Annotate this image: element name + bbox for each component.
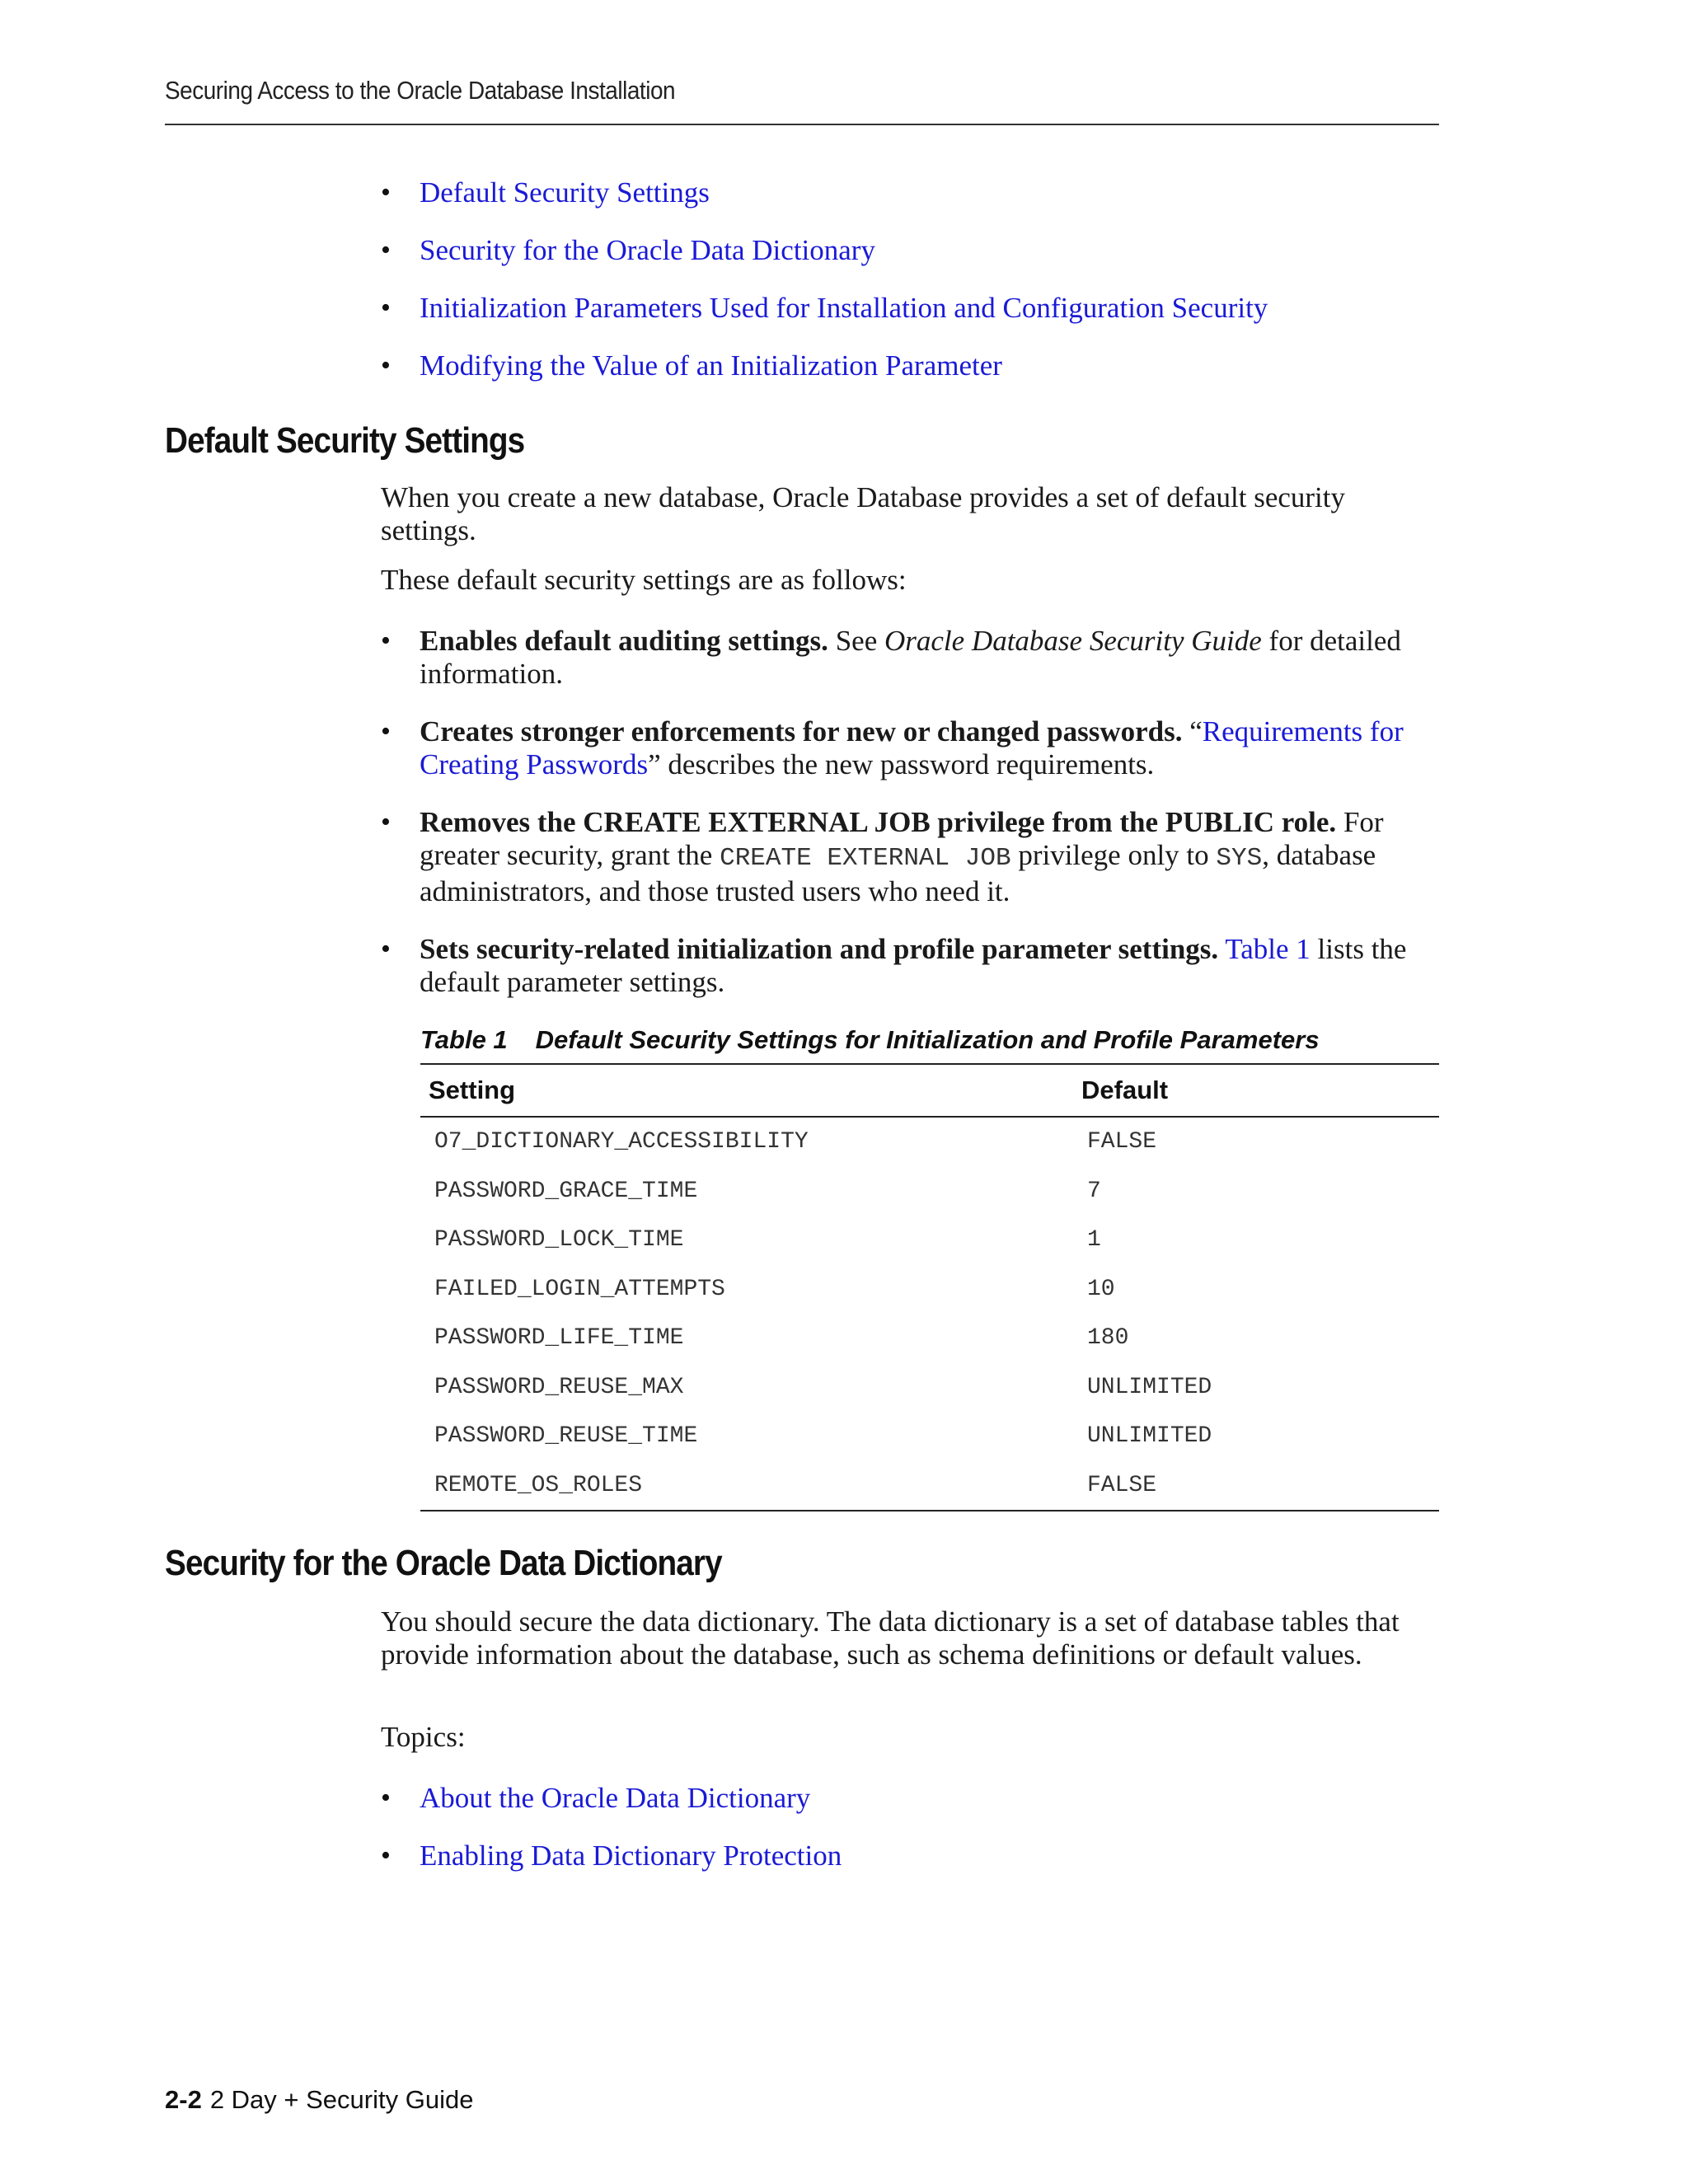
toc-item xyxy=(381,176,1439,209)
item-bold-lead: Creates stronger enforcements for new or changed passwords. xyxy=(420,715,1183,748)
toc-item xyxy=(381,234,1439,267)
topic-link-about-data-dictionary[interactable]: About the Oracle Data Dictionary xyxy=(420,1782,811,1814)
column-header-setting: Setting xyxy=(420,1064,1073,1117)
default-cell: 1 xyxy=(1087,1227,1101,1254)
item-text: for detailed information. xyxy=(420,625,1401,690)
topics-label: Topics: xyxy=(381,1721,466,1753)
default-security-lead: These default security settings are as follows: xyxy=(381,564,907,596)
table-caption-title: Default Security Settings for Initialization and Profile Parameters xyxy=(535,1025,1320,1054)
table-row xyxy=(420,1412,1439,1461)
table-row xyxy=(420,1363,1439,1413)
setting-cell: O7_DICTIONARY_ACCESSIBILITY xyxy=(434,1129,809,1155)
table-1-link[interactable]: Table 1 xyxy=(1225,933,1311,965)
topic-item xyxy=(381,1840,1439,1872)
default-cell: 180 xyxy=(1087,1325,1129,1352)
page-footer xyxy=(165,2085,473,2115)
data-dictionary-intro: You should secure the data dictionary. The data dictionary is a set of database tables that provide information about the database, such as schema definitions or default values. xyxy=(381,1605,1400,1671)
list-item xyxy=(381,625,1439,691)
list-item xyxy=(381,933,1439,999)
table-row xyxy=(420,1314,1439,1363)
item-text: ” describes the new password requirements. xyxy=(648,748,1155,780)
setting-cell: PASSWORD_LOCK_TIME xyxy=(434,1227,684,1254)
toc-item xyxy=(381,349,1439,382)
table-row xyxy=(420,1265,1439,1315)
default-cell: FALSE xyxy=(1087,1129,1157,1155)
list-item xyxy=(381,806,1439,908)
table-row xyxy=(420,1167,1439,1216)
item-bold-lead: Sets security-related initialization and profile parameter settings. xyxy=(420,933,1219,965)
setting-cell: PASSWORD_REUSE_TIME xyxy=(434,1423,698,1450)
toc-link-data-dictionary[interactable]: Security for the Oracle Data Dictionary xyxy=(420,234,875,266)
topic-link-enabling-protection[interactable]: Enabling Data Dictionary Protection xyxy=(420,1840,842,1872)
running-header-title: Securing Access to the Oracle Database Installation xyxy=(165,76,676,105)
setting-cell: PASSWORD_GRACE_TIME xyxy=(434,1178,698,1204)
section-heading-default-security: Default Security Settings xyxy=(165,420,525,461)
setting-cell: REMOTE_OS_ROLES xyxy=(434,1472,643,1498)
default-security-intro: When you create a new database, Oracle Database provides a set of default security settings. xyxy=(381,481,1346,546)
setting-cell: PASSWORD_LIFE_TIME xyxy=(434,1325,684,1352)
column-header-default: Default xyxy=(1073,1064,1439,1117)
data-dictionary-topics xyxy=(381,1782,1439,1872)
default-security-intro-block xyxy=(381,481,1439,547)
table-caption xyxy=(420,1025,1320,1055)
topic-item xyxy=(381,1782,1439,1815)
toc-item xyxy=(381,292,1439,325)
item-bold-lead: Removes the CREATE EXTERNAL JOB privilege from the PUBLIC role. xyxy=(420,806,1337,838)
parameters-table xyxy=(420,1063,1439,1511)
item-italic-title: Oracle Database Security Guide xyxy=(884,625,1262,657)
table-caption-label: Table 1 xyxy=(420,1025,508,1054)
toc-list xyxy=(381,176,1439,382)
default-security-list xyxy=(381,625,1439,999)
data-dictionary-intro-block xyxy=(381,1605,1439,1671)
code-create-external-job: CREATE EXTERNAL JOB xyxy=(720,844,1011,873)
item-text: For greater security, grant the xyxy=(420,806,1384,871)
toc-link-default-security-settings[interactable]: Default Security Settings xyxy=(420,176,710,209)
table-header-row xyxy=(420,1064,1439,1117)
item-text: privilege only to xyxy=(1010,839,1217,871)
default-cell: FALSE xyxy=(1087,1472,1157,1498)
toc-link-initialization-parameters[interactable]: Initialization Parameters Used for Installation and Configuration Security xyxy=(420,292,1268,324)
page-number: 2-2 xyxy=(165,2085,202,2114)
running-header xyxy=(165,76,1439,125)
section-heading-data-dictionary: Security for the Oracle Data Dictionary xyxy=(165,1543,722,1583)
setting-cell: PASSWORD_REUSE_MAX xyxy=(434,1374,684,1400)
default-cell: UNLIMITED xyxy=(1087,1374,1212,1400)
topics-label-block xyxy=(381,1721,1439,1754)
default-security-lead-block xyxy=(381,564,1439,597)
list-item xyxy=(381,715,1439,781)
setting-cell: FAILED_LOGIN_ATTEMPTS xyxy=(434,1276,725,1302)
item-bold-lead: Enables default auditing settings. xyxy=(420,625,828,657)
table-row xyxy=(420,1216,1439,1265)
item-text: , database administrators, and those trusted users who need it. xyxy=(420,839,1376,907)
default-cell: 10 xyxy=(1087,1276,1115,1302)
requirements-passwords-link[interactable]: Requirements for Creating Passwords xyxy=(420,715,1404,780)
footer-book-title: 2 Day + Security Guide xyxy=(209,2085,474,2114)
default-cell: UNLIMITED xyxy=(1087,1423,1212,1450)
item-text: lists the default parameter settings. xyxy=(420,933,1407,998)
table-row xyxy=(420,1461,1439,1511)
item-text: “ xyxy=(1182,715,1203,748)
table-row xyxy=(420,1117,1439,1167)
toc-link-modifying-parameter[interactable]: Modifying the Value of an Initialization Parameter xyxy=(420,349,1002,382)
item-text: See xyxy=(828,625,884,657)
default-cell: 7 xyxy=(1087,1178,1101,1204)
code-sys: SYS xyxy=(1216,844,1263,873)
